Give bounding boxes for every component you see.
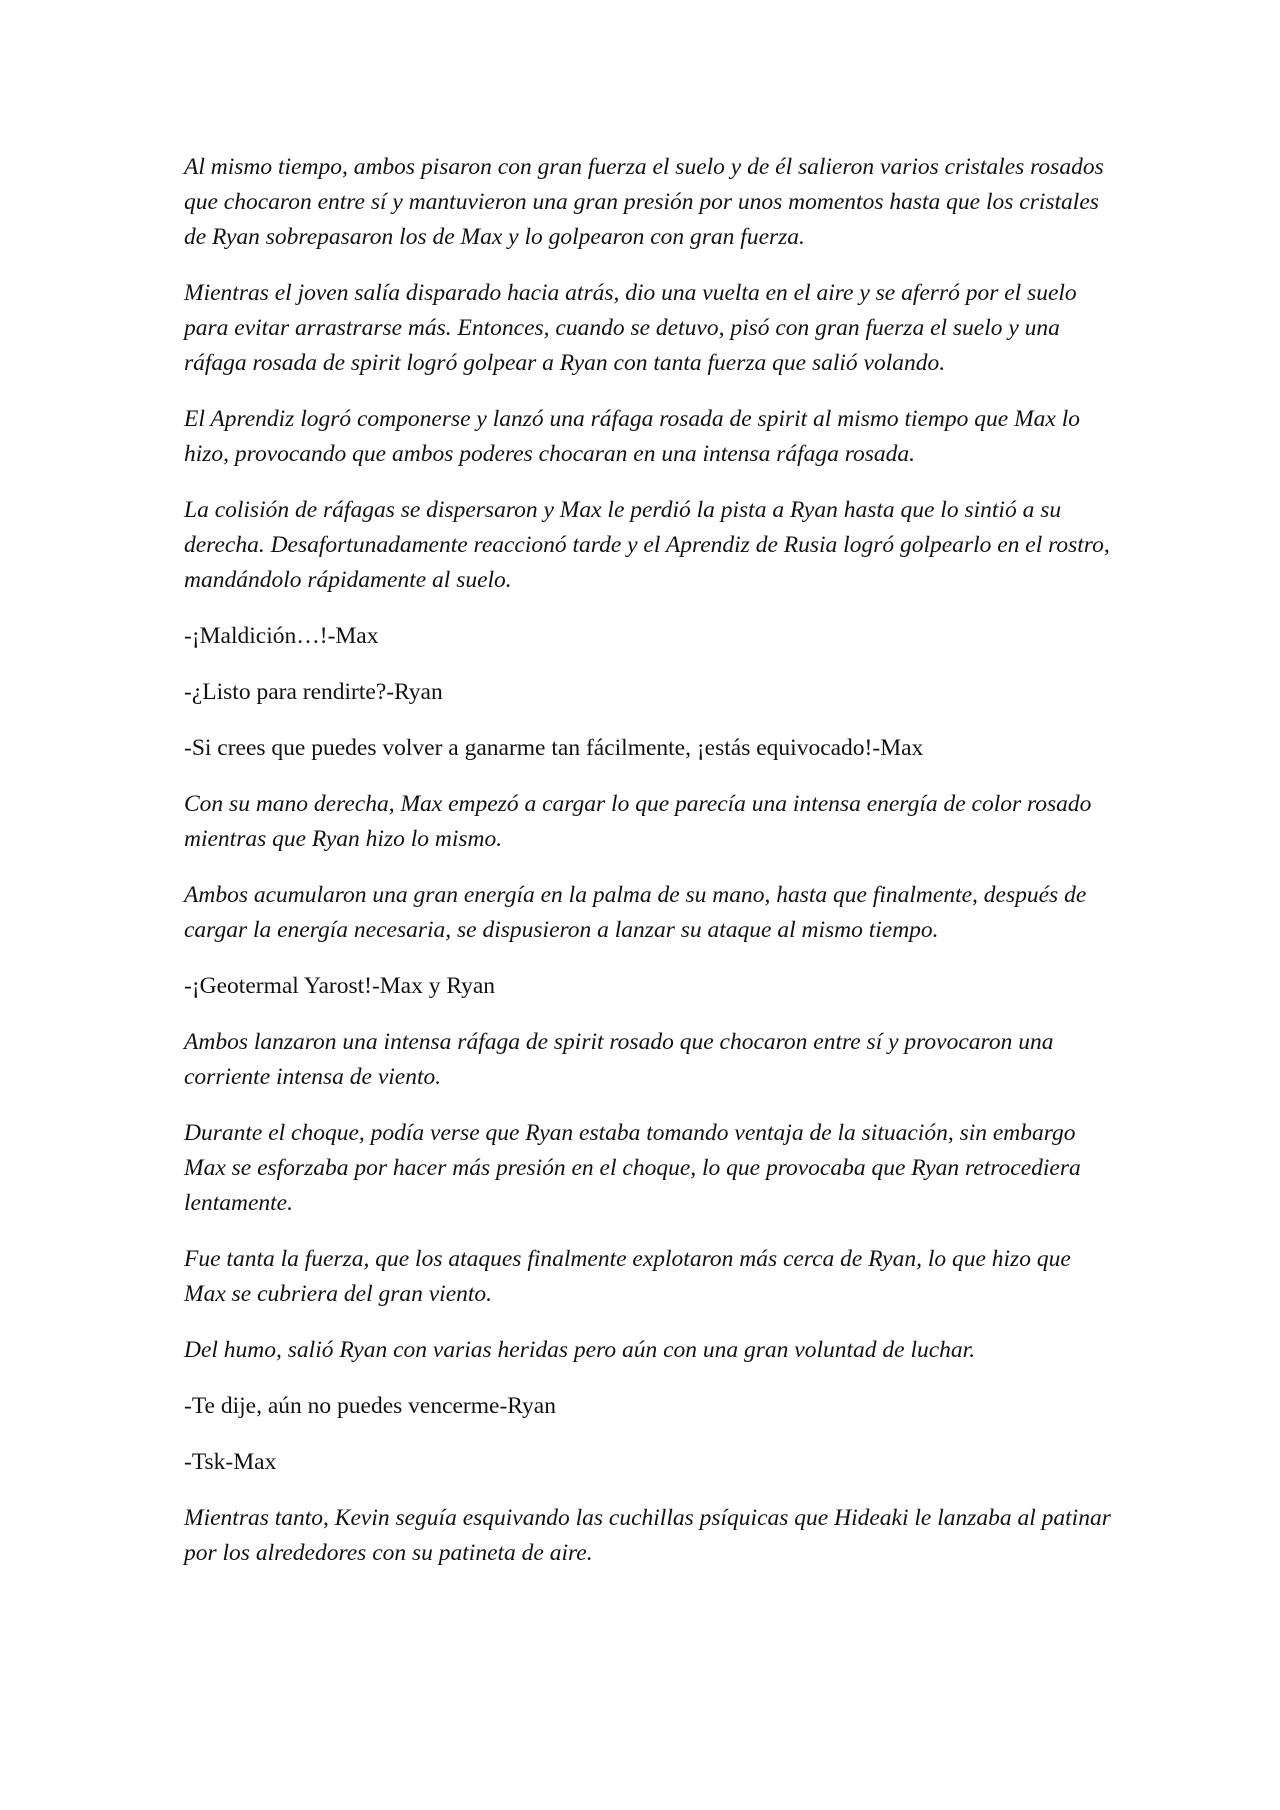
narration-paragraph: Al mismo tiempo, ambos pisaron con gran fuerza el suelo y de él salieron varios cristales rosados que chocaron entre sí y mantuvieron una gran presión por unos momentos hasta que los cristales de Ryan sobrepasaron los de Max y lo golpearon con gran fuerza. bbox=[184, 154, 1104, 250]
narration-paragraph: Durante el choque, podía verse que Ryan estaba tomando ventaja de la situación, sin embargo Max se esforzaba por hacer más presión en el choque, lo que provocaba que Ryan retrocediera lentamente. bbox=[184, 1120, 1081, 1216]
narration-paragraph: El Aprendiz logró componerse y lanzó una ráfaga rosada de spirit al mismo tiempo que Max lo hizo, provocando que ambos poderes chocaran en una intensa ráfaga rosada. bbox=[184, 406, 1080, 467]
narration-paragraph: Mientras el joven salía disparado hacia atrás, dio una vuelta en el aire y se aferró por el suelo para evitar arrastrarse más. Entonces, cuando se detuvo, pisó con gran fuerza el suelo y una ráfaga rosada de spirit logró golpear a Ryan con tanta fuerza que salió volando. bbox=[184, 280, 1077, 376]
narration-paragraph: Fue tanta la fuerza, que los ataques finalmente explotaron más cerca de Ryan, lo que hizo que Max se cubriera del gran viento. bbox=[184, 1246, 1071, 1307]
dialogue-line: -Si crees que puedes volver a ganarme tan fácilmente, ¡estás equivocado!-Max bbox=[184, 735, 924, 761]
page-body bbox=[184, 150, 1114, 1592]
dialogue-line: -Tsk-Max bbox=[184, 1449, 277, 1475]
narration-paragraph: Ambos lanzaron una intensa ráfaga de spirit rosado que chocaron entre sí y provocaron una corriente intensa de viento. bbox=[184, 1029, 1054, 1090]
narration-paragraph: La colisión de ráfagas se dispersaron y Max le perdió la pista a Ryan hasta que lo sintió a su derecha. Desafortunadamente reaccionó tarde y el Aprendiz de Rusia logró golpearlo en el rostro, mandándolo rápidamente al suelo. bbox=[184, 497, 1110, 593]
dialogue-line: -Te dije, aún no puedes vencerme-Ryan bbox=[184, 1393, 556, 1419]
narration-paragraph: Ambos acumularon una gran energía en la palma de su mano, hasta que finalmente, después de cargar la energía necesaria, se dispusieron a lanzar su ataque al mismo tiempo. bbox=[184, 882, 1087, 943]
narration-paragraph: Del humo, salió Ryan con varias heridas pero aún con una gran voluntad de luchar. bbox=[184, 1337, 976, 1363]
narration-paragraph: Mientras tanto, Kevin seguía esquivando las cuchillas psíquicas que Hideaki le lanzaba al patinar por los alrededores con su patineta de aire. bbox=[184, 1505, 1111, 1566]
dialogue-line: -¿Listo para rendirte?-Ryan bbox=[184, 679, 443, 705]
dialogue-line: -¡Maldición…!-Max bbox=[184, 623, 379, 649]
narration-paragraph: Con su mano derecha, Max empezó a cargar lo que parecía una intensa energía de color rosado mientras que Ryan hizo lo mismo. bbox=[184, 791, 1092, 852]
dialogue-line: -¡Geotermal Yarost!-Max y Ryan bbox=[184, 973, 496, 999]
